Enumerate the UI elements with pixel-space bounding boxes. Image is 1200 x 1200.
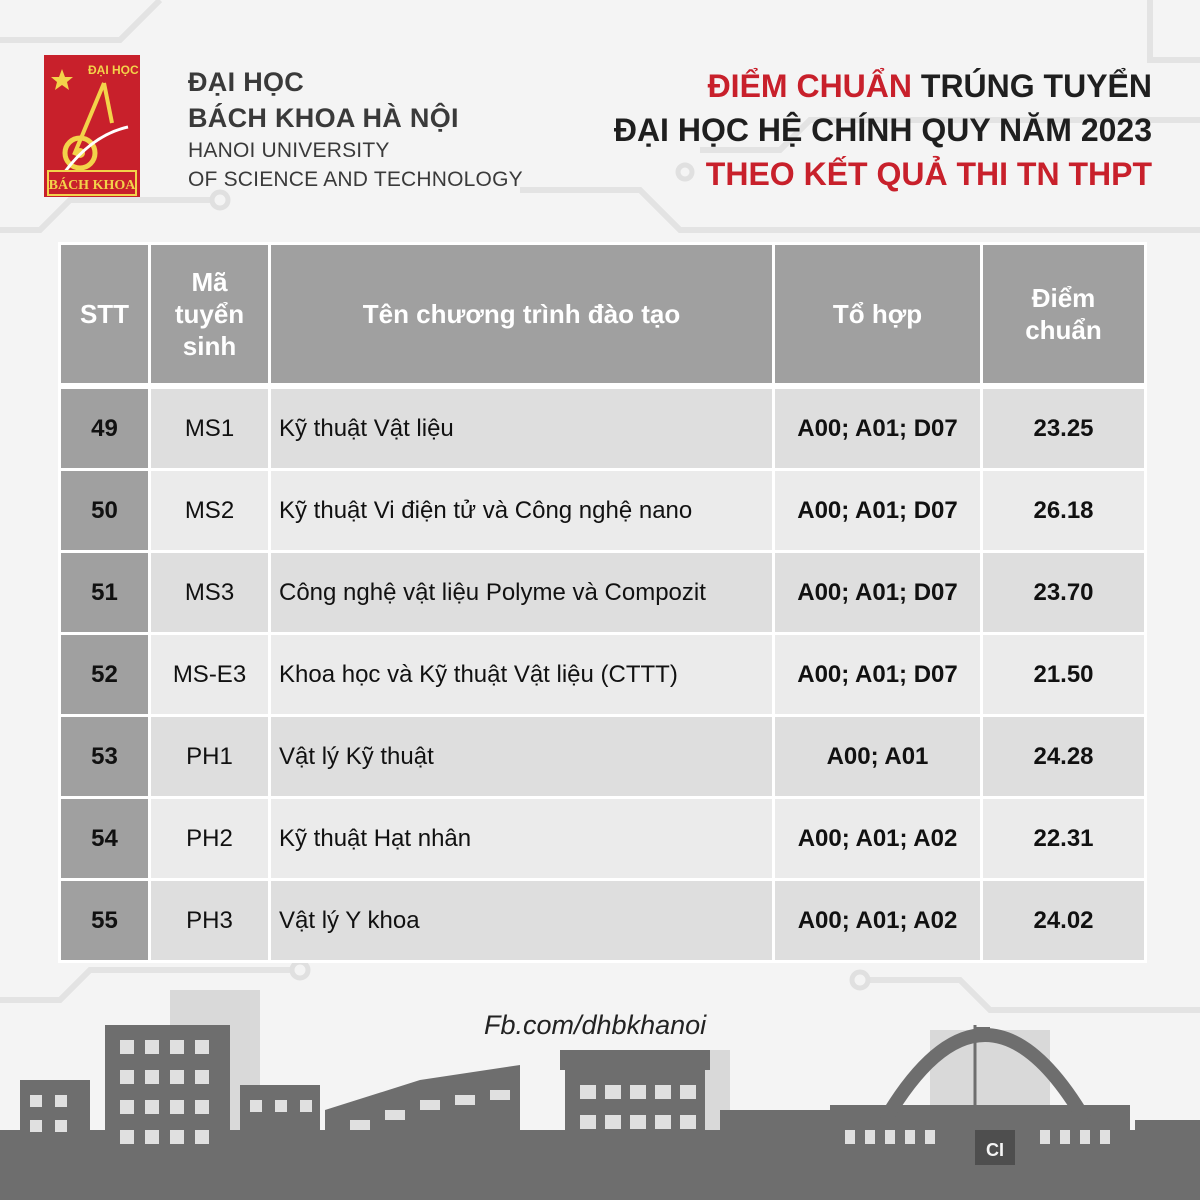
cell-score: 23.70: [982, 552, 1146, 634]
university-name-en-line2: OF SCIENCE AND TECHNOLOGY: [188, 168, 523, 191]
facebook-link[interactable]: Fb.com/dhbkhanoi: [484, 1010, 707, 1040]
header-code-line1: Mã: [191, 267, 228, 297]
title-line3: THEO KẾT QUẢ THI TN THPT: [705, 156, 1152, 192]
table-row: [60, 880, 1146, 962]
cell-code: PH2: [150, 798, 270, 880]
building-sign: CI: [986, 1140, 1004, 1160]
admission-score-table: [58, 242, 1147, 963]
cell-stt: 52: [60, 634, 150, 716]
header-score: [982, 244, 1146, 387]
cell-stt: 53: [60, 716, 150, 798]
cell-score: 24.28: [982, 716, 1146, 798]
cell-program: Vật lý Kỹ thuật: [270, 716, 774, 798]
table-row: [60, 552, 1146, 634]
cell-stt: 51: [60, 552, 150, 634]
cell-combo: A00; A01: [774, 716, 982, 798]
page-title: [614, 64, 1152, 196]
cell-code: MS-E3: [150, 634, 270, 716]
cell-program: Khoa học và Kỹ thuật Vật liệu (CTTT): [270, 634, 774, 716]
table-row: [60, 386, 1146, 470]
header-combo: Tổ hợp: [774, 244, 982, 387]
cell-code: PH1: [150, 716, 270, 798]
university-name-line2: BÁCH KHOA HÀ NỘI: [188, 103, 459, 133]
cell-score: 26.18: [982, 470, 1146, 552]
cell-program: Công nghệ vật liệu Polyme và Compozit: [270, 552, 774, 634]
table-row: [60, 716, 1146, 798]
university-name-block: [188, 64, 523, 194]
cell-score: 21.50: [982, 634, 1146, 716]
header-code: [150, 244, 270, 387]
cell-combo: A00; A01; D07: [774, 470, 982, 552]
table-row: [60, 798, 1146, 880]
logo-top-text: ĐẠI HỌC: [88, 63, 139, 77]
cell-score: 24.02: [982, 880, 1146, 962]
header-code-line2: tuyển: [174, 299, 245, 329]
cell-program: Kỹ thuật Vật liệu: [270, 386, 774, 470]
logo-bottom-text: BÁCH KHOA: [48, 178, 136, 193]
table-header-row: [60, 244, 1146, 387]
title-line1-rest: TRÚNG TUYỂN: [920, 68, 1152, 104]
cell-score: 23.25: [982, 386, 1146, 470]
table-row: [60, 470, 1146, 552]
cell-code: MS3: [150, 552, 270, 634]
cell-program: Vật lý Y khoa: [270, 880, 774, 962]
cell-combo: A00; A01; A02: [774, 880, 982, 962]
cell-code: PH3: [150, 880, 270, 962]
cell-program: Kỹ thuật Vi điện tử và Công nghệ nano: [270, 470, 774, 552]
university-name-en-line1: HANOI UNIVERSITY: [188, 139, 390, 162]
cell-code: MS2: [150, 470, 270, 552]
header-score-line1: Điểm: [1031, 283, 1096, 313]
cell-combo: A00; A01; D07: [774, 552, 982, 634]
title-line1: [614, 64, 1152, 108]
header-stt: STT: [60, 244, 150, 387]
cell-combo: A00; A01; A02: [774, 798, 982, 880]
cell-stt: 49: [60, 386, 150, 470]
cell-score: 22.31: [982, 798, 1146, 880]
campus-skyline-illustration: [0, 970, 1200, 1200]
cell-combo: A00; A01; D07: [774, 634, 982, 716]
cell-combo: A00; A01; D07: [774, 386, 982, 470]
title-highlight: ĐIỂM CHUẨN: [707, 68, 912, 104]
cell-code: MS1: [150, 386, 270, 470]
table-row: [60, 634, 1146, 716]
header-program: Tên chương trình đào tạo: [270, 244, 774, 387]
cell-stt: 55: [60, 880, 150, 962]
university-name-line1: ĐẠI HỌC: [188, 67, 305, 97]
header-score-line2: chuẩn: [1025, 315, 1102, 345]
cell-stt: 54: [60, 798, 150, 880]
cell-program: Kỹ thuật Hạt nhân: [270, 798, 774, 880]
header-code-line3: sinh: [182, 331, 237, 361]
university-logo: [44, 55, 140, 197]
cell-stt: 50: [60, 470, 150, 552]
title-line2: ĐẠI HỌC HỆ CHÍNH QUY NĂM 2023: [613, 112, 1152, 148]
